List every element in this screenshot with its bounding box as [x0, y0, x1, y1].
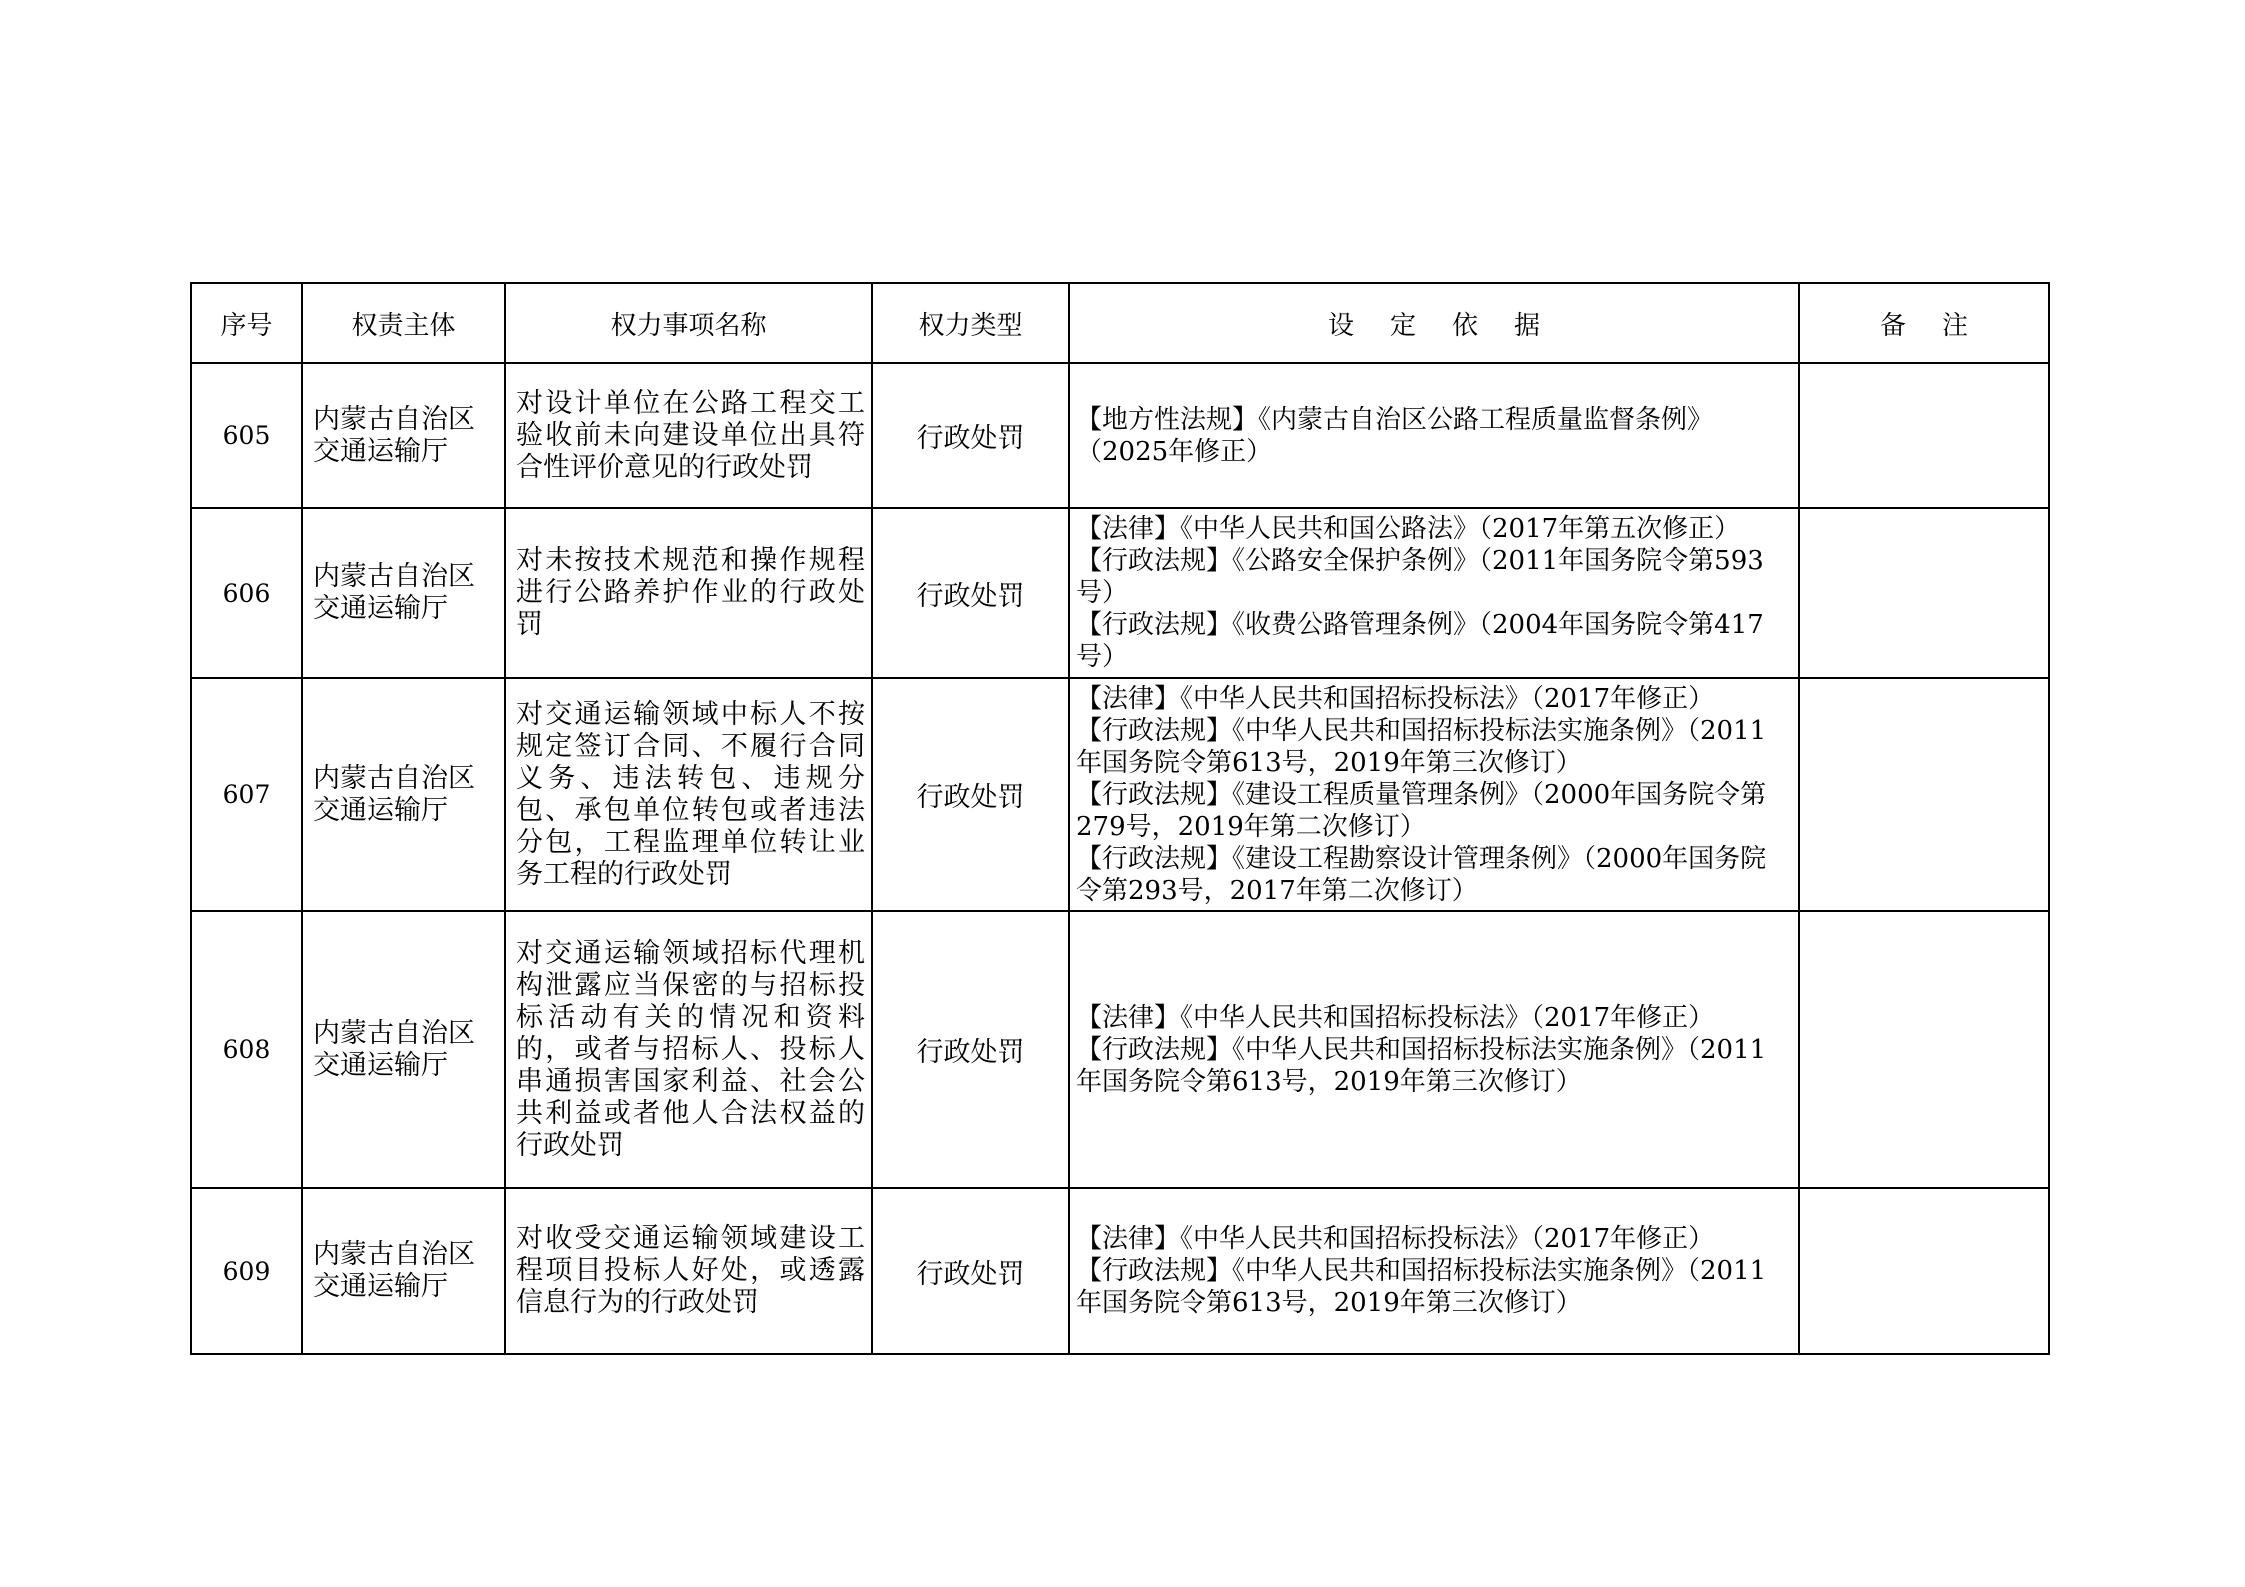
row-subject: 内蒙古自治区交通运输厅 — [302, 678, 505, 911]
row-note — [1799, 678, 2049, 911]
row-power-name: 对交通运输领域招标代理机构泄露应当保密的与招标投标活动有关的情况和资料的，或者与招标人、投标人串通损害国家利益、社会公共利益或者他人合法权益的行政处罚 — [505, 911, 872, 1188]
row-subject: 内蒙古自治区交通运输厅 — [302, 1188, 505, 1354]
header-name: 权力事项名称 — [505, 283, 872, 363]
row-power-name: 对交通运输领域中标人不按规定签订合同、不履行合同义务、违法转包、违规分包、承包单位转包或者违法分包，工程监理单位转让业务工程的行政处罚 — [505, 678, 872, 911]
basis-entry: 【法律】《中华人民共和国招标投标法》（2017年修正） — [1076, 683, 1715, 714]
row-basis — [1069, 363, 1799, 508]
row-number: 609 — [191, 1188, 302, 1354]
row-basis — [1069, 678, 1799, 911]
table-header-row — [191, 283, 2049, 363]
row-power-type: 行政处罚 — [872, 678, 1069, 911]
table-body — [191, 363, 2049, 1354]
table-row — [191, 678, 2049, 911]
basis-entry: 【法律】《中华人民共和国招标投标法》（2017年修正） — [1076, 1224, 1715, 1254]
row-note — [1799, 911, 2049, 1188]
row-basis — [1069, 508, 1799, 678]
power-list-table — [190, 282, 2050, 1355]
row-power-type: 行政处罚 — [872, 911, 1069, 1188]
row-power-name: 对未按技术规范和操作规程进行公路养护作业的行政处罚 — [505, 508, 872, 678]
row-number: 606 — [191, 508, 302, 678]
row-number: 605 — [191, 363, 302, 508]
basis-entry: 【行政法规】《公路安全保护条例》（2011年国务院令第593号） — [1076, 546, 1764, 608]
table-row — [191, 508, 2049, 678]
basis-entry: 【行政法规】《中华人民共和国招标投标法实施条例》（2011年国务院令第613号，2019年第三次修订） — [1076, 1256, 1767, 1318]
basis-entry: 【法律】《中华人民共和国公路法》（2017年第五次修正） — [1076, 514, 1741, 544]
table-row — [191, 1188, 2049, 1354]
header-subject: 权责主体 — [302, 283, 505, 363]
row-subject: 内蒙古自治区交通运输厅 — [302, 911, 505, 1188]
row-basis — [1069, 911, 1799, 1188]
basis-entry: 【行政法规】《中华人民共和国招标投标法实施条例》（2011年国务院令第613号，2019年第三次修订） — [1076, 1034, 1767, 1097]
basis-entry: 【行政法规】《建设工程质量管理条例》（2000年国务院令第279号，2019年第二次修订） — [1076, 779, 1767, 842]
row-number: 607 — [191, 678, 302, 911]
row-power-type: 行政处罚 — [872, 363, 1069, 508]
table-row — [191, 911, 2049, 1188]
basis-entry: 【法律】《中华人民共和国招标投标法》（2017年修正） — [1076, 1002, 1715, 1033]
basis-entry: 【行政法规】《中华人民共和国招标投标法实施条例》（2011年国务院令第613号，2019年第三次修订） — [1076, 715, 1767, 778]
basis-entry: 【行政法规】《收费公路管理条例》（2004年国务院令第417号） — [1076, 610, 1764, 672]
header-type: 权力类型 — [872, 283, 1069, 363]
row-note — [1799, 363, 2049, 508]
row-subject: 内蒙古自治区交通运输厅 — [302, 363, 505, 508]
row-basis — [1069, 1188, 1799, 1354]
row-note — [1799, 508, 2049, 678]
header-note: 备注 — [1799, 283, 2049, 363]
row-note — [1799, 1188, 2049, 1354]
row-power-type: 行政处罚 — [872, 508, 1069, 678]
basis-entry: 【行政法规】《建设工程勘察设计管理条例》（2000年国务院令第293号，2017年第二次修订） — [1076, 843, 1767, 906]
table-row — [191, 363, 2049, 508]
row-power-type: 行政处罚 — [872, 1188, 1069, 1354]
header-basis: 设定依据 — [1069, 283, 1799, 363]
row-subject: 内蒙古自治区交通运输厅 — [302, 508, 505, 678]
row-power-name: 对设计单位在公路工程交工验收前未向建设单位出具符合性评价意见的行政处罚 — [505, 363, 872, 508]
header-no: 序号 — [191, 283, 302, 363]
row-power-name: 对收受交通运输领域建设工程项目投标人好处，或透露信息行为的行政处罚 — [505, 1188, 872, 1354]
row-number: 608 — [191, 911, 302, 1188]
basis-entry: 【地方性法规】《内蒙古自治区公路工程质量监督条例》（2025年修正） — [1076, 404, 1714, 467]
